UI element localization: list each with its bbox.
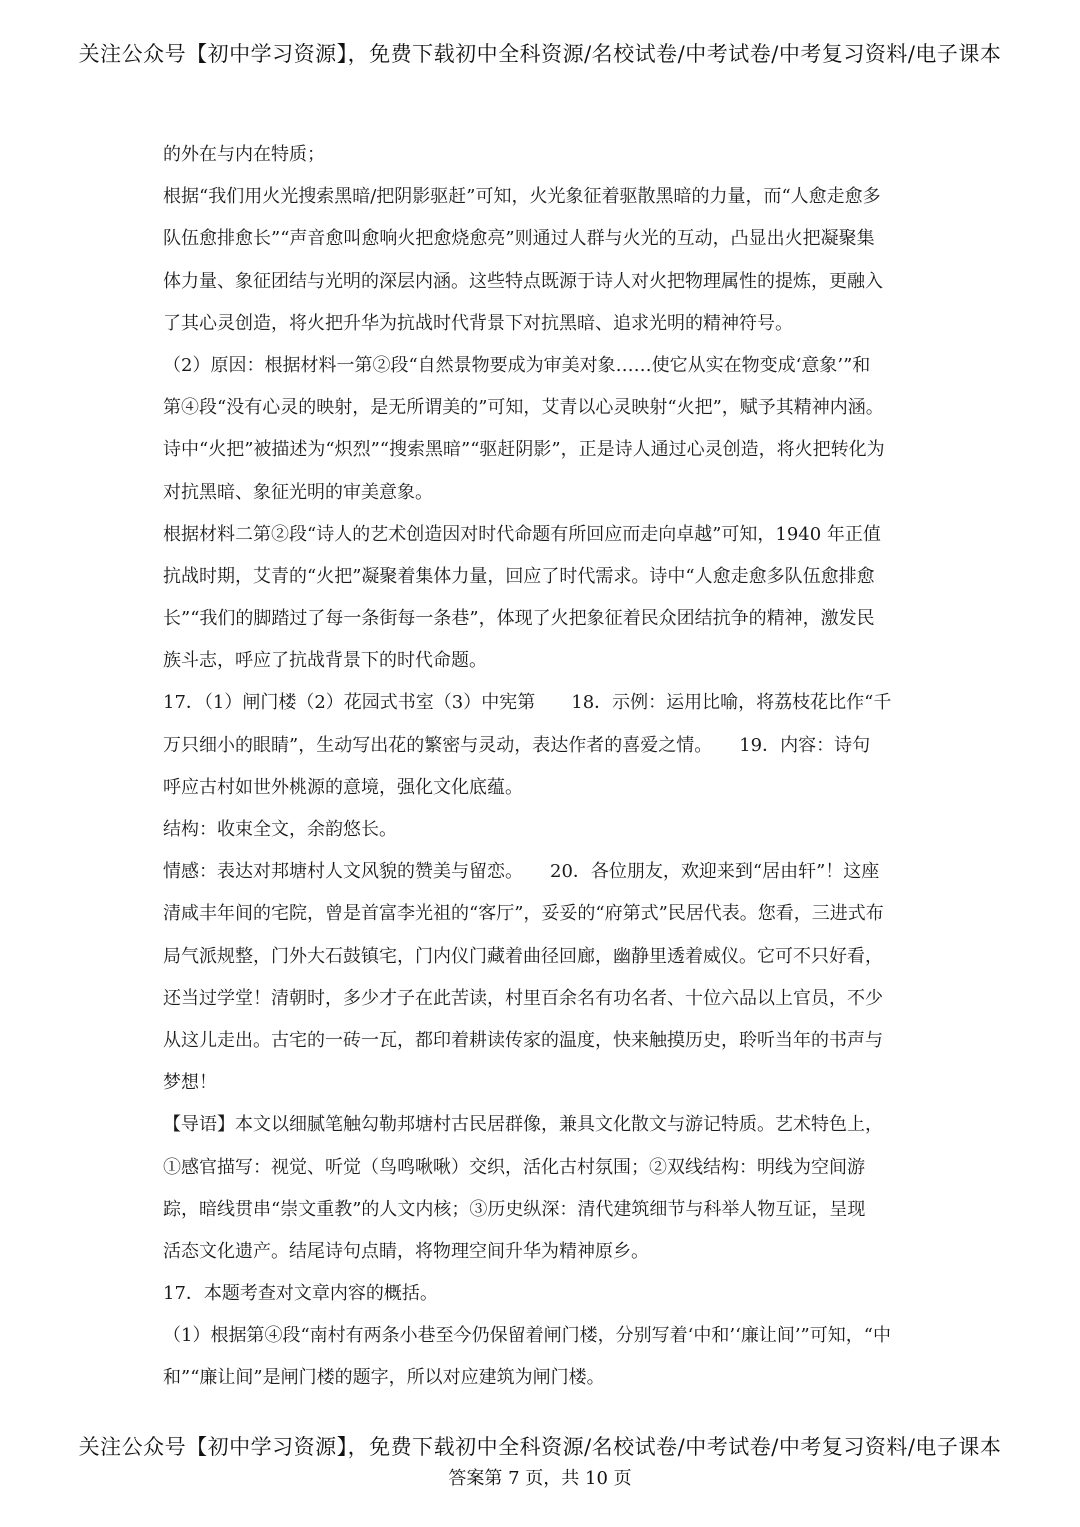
text-line: 族斗志，呼应了抗战背景下的时代命题。 bbox=[163, 650, 487, 672]
text-line: 清咸丰年间的宅院，曾是首富李光祖的“客厅”，妥妥的“府第式”民居代表。您看，三进式布 bbox=[163, 903, 884, 925]
text-line: （2）原因：根据材料一第②段“自然景物要成为审美对象……使它从实在物变成‘意象’”和 bbox=[163, 354, 871, 376]
text-line: 踪，暗线贯串“崇文重教”的人文内核；③历史纵深：清代建筑细节与科举人物互证，呈现 bbox=[163, 1198, 866, 1220]
text-line: 情感：表达对邦塘村人文风貌的赞美与留恋。 20．各位朋友，欢迎来到“居由轩”！这座 bbox=[163, 861, 880, 883]
text-line: 了其心灵创造，将火把升华为抗战时代背景下对抗黑暗、追求光明的精神符号。 bbox=[163, 312, 793, 334]
text-line: 结构：收束全文，余韵悠长。 bbox=[163, 819, 397, 840]
text-line: 万只细小的眼睛”，生动写出花的繁密与灵动，表达作者的喜爱之情。 19．内容：诗句 bbox=[163, 734, 871, 756]
text-line: 第④段“没有心灵的映射，是无所谓美的”可知，艾青以心灵映射“火把”，赋予其精神内涵。 bbox=[163, 397, 884, 419]
text-line: 活态文化遗产。结尾诗句点睛，将物理空间升华为精神原乡。 bbox=[163, 1240, 649, 1262]
text-line: 体力量、象征团结与光明的深层内涵。这些特点既源于诗人对火把物理属性的提炼，更融入 bbox=[163, 270, 883, 292]
text-line: 17．（1）闸门楼（2）花园式书室（3）中宪第 18．示例：运用比喻，将荔枝花比作“千 bbox=[163, 692, 892, 714]
text-line: 诗中“火把”被描述为“炽烈”“搜索黑暗”“驱赶阴影”，正是诗人通过心灵创造，将火把转化为 bbox=[163, 439, 885, 461]
text-line: 【导语】本文以细腻笔触勾勒邦塘村古民居群像，兼具文化散文与游记特质。艺术特色上， bbox=[163, 1114, 883, 1136]
text-line: ①感官描写：视觉、听觉（鸟鸣啾啾）交织，活化古村氛围；②双线结构：明线为空间游 bbox=[163, 1156, 865, 1178]
text-line: （1）根据第④段“南村有两条小巷至今仍保留着闸门楼，分别写着‘中和’‘廉让间’”可知，“中 bbox=[163, 1325, 891, 1347]
text-line: 17．本题考查对文章内容的概括。 bbox=[163, 1283, 438, 1305]
text-line: 长”“我们的脚踏过了每一条街每一条巷”，体现了火把象征着民众团结抗争的精神，激发民 bbox=[163, 608, 875, 630]
text-line: 队伍愈排愈长”“声音愈叫愈响火把愈烧愈亮”则通过人群与火光的互动，凸显出火把凝聚集 bbox=[163, 228, 875, 250]
text-line: 局气派规整，门外大石鼓镇宅，门内仪门藏着曲径回廊，幽静里透着威仪。它可不只好看， bbox=[163, 945, 883, 967]
text-line: 的外在与内在特质； bbox=[163, 144, 325, 165]
text-line: 根据“我们用火光搜索黑暗/把阴影驱赶”可知，火光象征着驱散黑暗的力量，而“人愈走愈多 bbox=[163, 186, 881, 208]
text-line: 呼应古村如世外桃源的意境，强化文化底蕴。 bbox=[163, 776, 523, 798]
text-line: 对抗黑暗、象征光明的审美意象。 bbox=[163, 481, 433, 503]
page-number: 答案第 7 页，共 10 页 bbox=[448, 1468, 632, 1489]
text-line: 还当过学堂！清朝时，多少才子在此苦读，村里百余名有功名者、十位六品以上官员，不少 bbox=[163, 987, 883, 1009]
text-line: 从这儿走出。古宅的一砖一瓦，都印着耕读传家的温度，快来触摸历史，聆听当年的书声与 bbox=[163, 1029, 883, 1051]
footer-banner: 关注公众号【初中学习资源】，免费下载初中全科资源/名校试卷/中考试卷/中考复习资料/电子课本 bbox=[78, 1435, 1002, 1459]
text-line: 和”“廉让间”是闸门楼的题字，所以对应建筑为闸门楼。 bbox=[163, 1367, 605, 1389]
text-line: 根据材料二第②段“诗人的艺术创造因对时代命题有所回应而走向卓越”可知，1940 年正值 bbox=[163, 523, 881, 545]
text-line: 梦想！ bbox=[163, 1072, 217, 1094]
text-line: 抗战时期，艾青的“火把”凝聚着集体力量，回应了时代需求。诗中“人愈走愈多队伍愈排愈 bbox=[163, 565, 875, 587]
answer-body bbox=[163, 134, 935, 1400]
header-banner: 关注公众号【初中学习资源】，免费下载初中全科资源/名校试卷/中考试卷/中考复习资料/电子课本 bbox=[78, 42, 1002, 66]
